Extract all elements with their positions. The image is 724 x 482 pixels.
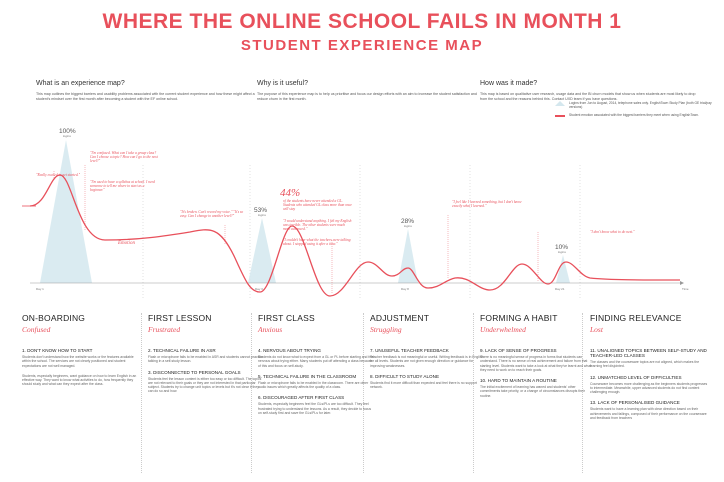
axis-label: Day 1 bbox=[36, 287, 44, 291]
student-quote-box bbox=[452, 200, 527, 218]
axis-label: Day 21 bbox=[555, 287, 565, 291]
issue-body: The initial excitement of learning has waned and students' other commitments take priority, or a change of circumstances disrupts their routine. bbox=[480, 385, 585, 398]
stage-emotion: Lost bbox=[590, 325, 603, 334]
issue-body: Students don't understand how the website works or the features available within the school. The services are not clearly positioned and student expectations are not well managed. bbox=[22, 355, 134, 368]
issue-title: 13. LACK OF PERSONALISED GUIDANCE bbox=[590, 400, 680, 406]
issue-body: There is no meaningful sense of progress in forms that students can understand. There is no sense of real achievement and failure from that starting level. Students want to take a look at what they've learnt and what they need to work on to reach their goals. bbox=[480, 355, 592, 372]
issue-body: Courseware becomes more challenging as the beginners students progresses to intermediate. Meanwhile, upper advanced students do not find content challenging enough. bbox=[590, 381, 708, 395]
intro-body: This map is based on qualitative user research, usage data and the BI churn models that show us when students are most likely to drop from the school and the reasons behind this. Contact UXD team if you have questions. bbox=[480, 92, 696, 101]
intro-body: This map outlines the biggest barriers and usability problems associated with the current student experience and how these might affect a student's mindset over the first month after becoming a student with the EF online school. bbox=[36, 92, 255, 101]
stage-emotion: Struggling bbox=[370, 325, 402, 334]
experience-journey-chart bbox=[0, 100, 724, 310]
student-quote: "I don't know what to do next." bbox=[590, 230, 635, 234]
stage-title: ADJUSTMENT bbox=[370, 313, 430, 323]
stat-text: of the students have never attended a GL. Students who attended GL class more than once will stay bbox=[283, 199, 352, 212]
stage-divider bbox=[141, 313, 142, 473]
issue bbox=[370, 374, 486, 390]
login-peak-day21 bbox=[556, 255, 570, 283]
stage-finding-relevance bbox=[590, 313, 710, 426]
student-quote: "Really excited to get started." bbox=[36, 173, 81, 177]
issue-body: Flash or microphone fails to be enabled in ASR and students cannot practice talking in a self-study lesson. bbox=[148, 355, 263, 364]
issue-title: 3. DISCONNECTED TO PERSONAL GOALS bbox=[148, 369, 241, 375]
stage-title: ON-BOARDING bbox=[22, 313, 86, 323]
issue-body: Students find it more difficult than expected and feel there is no support network. bbox=[370, 380, 477, 390]
peak-value: 100% bbox=[59, 128, 76, 135]
issue-title: 10. HARD TO MAINTAIN A ROUTINE bbox=[480, 378, 557, 384]
issue bbox=[258, 374, 374, 390]
intro-why-useful bbox=[257, 80, 477, 101]
student-quote-box bbox=[283, 219, 353, 237]
student-quote-box bbox=[283, 238, 353, 256]
intro-experience-map bbox=[36, 80, 256, 101]
emotion-label: Emotion bbox=[118, 241, 135, 246]
peak-value: 53% bbox=[254, 207, 268, 214]
issue-title: 11. UNALIGNED TOPICS BETWEEN SELF-STUDY AND TEACHER-LED CLASSES bbox=[590, 348, 707, 358]
issue bbox=[370, 348, 486, 368]
legend-emotion-text: Student emotion associated with the biggest barriers they meet when using EnglishTown. bbox=[569, 113, 699, 117]
stage-title: FINDING RELEVANCE bbox=[590, 313, 682, 323]
issue-title: 12. UNMATCHED LEVEL OF DIFFICULTIES bbox=[590, 374, 682, 380]
issue-body: Teacher feedback is not meaningful or useful. Writing feedback is in English for all levels. Students are not given enough direction or guidance for improving weaknesses. bbox=[370, 355, 484, 368]
issue-title: 2. TECHNICAL FAILURE IN ASR bbox=[148, 348, 216, 353]
student-quote-box bbox=[180, 210, 244, 228]
issue-title: 9. LACK OF SENSE OF PROGRESS bbox=[480, 348, 557, 353]
issue-body: Students do not know what to expect from a GL or PL before starting and feel nervous about trying either. Many students put off attending a class because of this and focus on self-study. bbox=[258, 355, 374, 368]
arrow-icon bbox=[680, 281, 684, 285]
issue bbox=[590, 375, 710, 395]
issue bbox=[258, 348, 374, 368]
issue bbox=[480, 378, 596, 398]
peak-label: logins bbox=[404, 224, 412, 228]
issue-title: 8. DIFFICULT TO STUDY ALONE bbox=[370, 373, 440, 379]
issue-body: Students feel the lesson content is either too easy or too difficult. The topics are not relevant to their goals or they are not interested in that particular subject. Students try to change unit topics or levels but it's not clear if they can do so and how. bbox=[148, 376, 262, 394]
student-quote: "It's broken. Can't record my voice." "It's so easy. Can I change to another level?" bbox=[180, 210, 244, 219]
stat-text-box bbox=[283, 199, 353, 217]
stage-adjustment bbox=[370, 313, 486, 395]
issue-body: Students, especially beginners feel the GLs/PLs are too difficult. They feel frustrated trying to understand the lessons. As a result, they decide to focus on self-study first and save the GLs/PLs for later. bbox=[258, 402, 372, 416]
issue-body: Students want to have a learning plan with clear direction based on their achievements and failings, composed of their performance on the courseware and feedback from teachers bbox=[590, 407, 707, 421]
intro-heading: Why is it useful? bbox=[257, 80, 308, 87]
peak-label: logins bbox=[558, 250, 566, 254]
issue-title: 5. TECHNICAL FAILURE IN THE CLASSROOM bbox=[258, 373, 357, 379]
stage-title: FORMING A HABIT bbox=[480, 313, 558, 323]
stage-emotion: Frustrated bbox=[148, 325, 181, 334]
student-quote-box bbox=[90, 180, 160, 204]
stage-first-lesson bbox=[148, 313, 264, 400]
stage-emotion: Anxious bbox=[258, 325, 283, 334]
intro-body: The purpose of this experience map is to help us prioritise and focus our design efforts with an aim to increase the student satisfaction and reduce churn in the first month. bbox=[257, 92, 477, 101]
issue-title: 4. NERVOUS ABOUT TRYING bbox=[258, 348, 321, 353]
student-quote-box bbox=[90, 151, 160, 181]
student-quote: "I feel like I learned something, but I don't know exactly what I learned." bbox=[452, 200, 522, 209]
issue-title: 6. DISCOURAGED AFTER FIRST CLASS bbox=[258, 395, 345, 401]
intro-heading: What is an experience map? bbox=[36, 80, 125, 87]
issue-body: Students, especially beginners, want guidance on how to learn English in an effective way. They want to know what activities to do, how frequently they should study and what can they expect after the class. bbox=[22, 373, 137, 387]
axis-label: Time bbox=[682, 287, 689, 291]
legend-activity-text: Logins from Jun to August, 2014, telephone sales only. EnglishTown Study Plan (both GE trial/pay versions) bbox=[569, 101, 712, 109]
peak-label: logins bbox=[258, 213, 266, 217]
issue-body: The classes and the courseware topics are not aligned, which makes the learning feel disjointed. bbox=[590, 360, 700, 369]
issue-body: Flash or microphone fails to be enabled in the classroom. There are other audio issues which greatly affects the quality of a class. bbox=[258, 380, 369, 390]
peak-value: 10% bbox=[555, 244, 569, 251]
login-peak-day1 bbox=[40, 140, 92, 283]
issue bbox=[22, 348, 138, 368]
intro-heading: How was it made? bbox=[480, 80, 538, 87]
stage-first-class bbox=[258, 313, 374, 421]
student-quote: "I couldn't hear what the teachers were talking about. I stopped using it after a time." bbox=[283, 238, 351, 247]
issue bbox=[22, 374, 138, 387]
stage-onboarding bbox=[22, 313, 138, 393]
issue bbox=[148, 370, 264, 394]
stat-value: 44% bbox=[280, 187, 301, 199]
peak-value: 28% bbox=[401, 218, 415, 225]
issue bbox=[480, 348, 596, 372]
student-quote: "I'm confused. What can I take a group class? Can I choose a topic? How can I go to the next level?" bbox=[90, 151, 158, 164]
issue bbox=[590, 400, 710, 420]
stage-forming-habit bbox=[480, 313, 596, 404]
stage-emotion: Underwhelmed bbox=[480, 325, 526, 334]
issue bbox=[148, 348, 264, 364]
peak-label: logins bbox=[63, 134, 71, 138]
issue-title: 7. UNUSEFUL TEACHER FEEDBACK bbox=[370, 348, 449, 353]
stage-title: FIRST LESSON bbox=[148, 313, 212, 323]
issue bbox=[590, 348, 710, 369]
axis-label: Day 3 bbox=[255, 287, 263, 291]
student-quote-box bbox=[590, 230, 650, 240]
page-title: WHERE THE ONLINE SCHOOL FAILS IN MONTH 1 bbox=[102, 10, 622, 33]
page-subtitle: STUDENT EXPERIENCE MAP bbox=[240, 37, 484, 54]
student-quote: "I would understand anything. I felt my English was terrible. The other students were much more advanced." bbox=[283, 219, 352, 232]
intro-how-made bbox=[480, 80, 700, 101]
student-quote: "I'm used to have a syllabus at school. I need someone to tell me where to start as a beginner." bbox=[90, 180, 155, 193]
stage-emotion: Confused bbox=[22, 325, 51, 334]
stage-title: FIRST CLASS bbox=[258, 313, 315, 323]
issue-title: 1. DON'T KNOW HOW TO START bbox=[22, 348, 93, 353]
issue bbox=[258, 395, 374, 415]
axis-label: Day 8 bbox=[401, 287, 409, 291]
